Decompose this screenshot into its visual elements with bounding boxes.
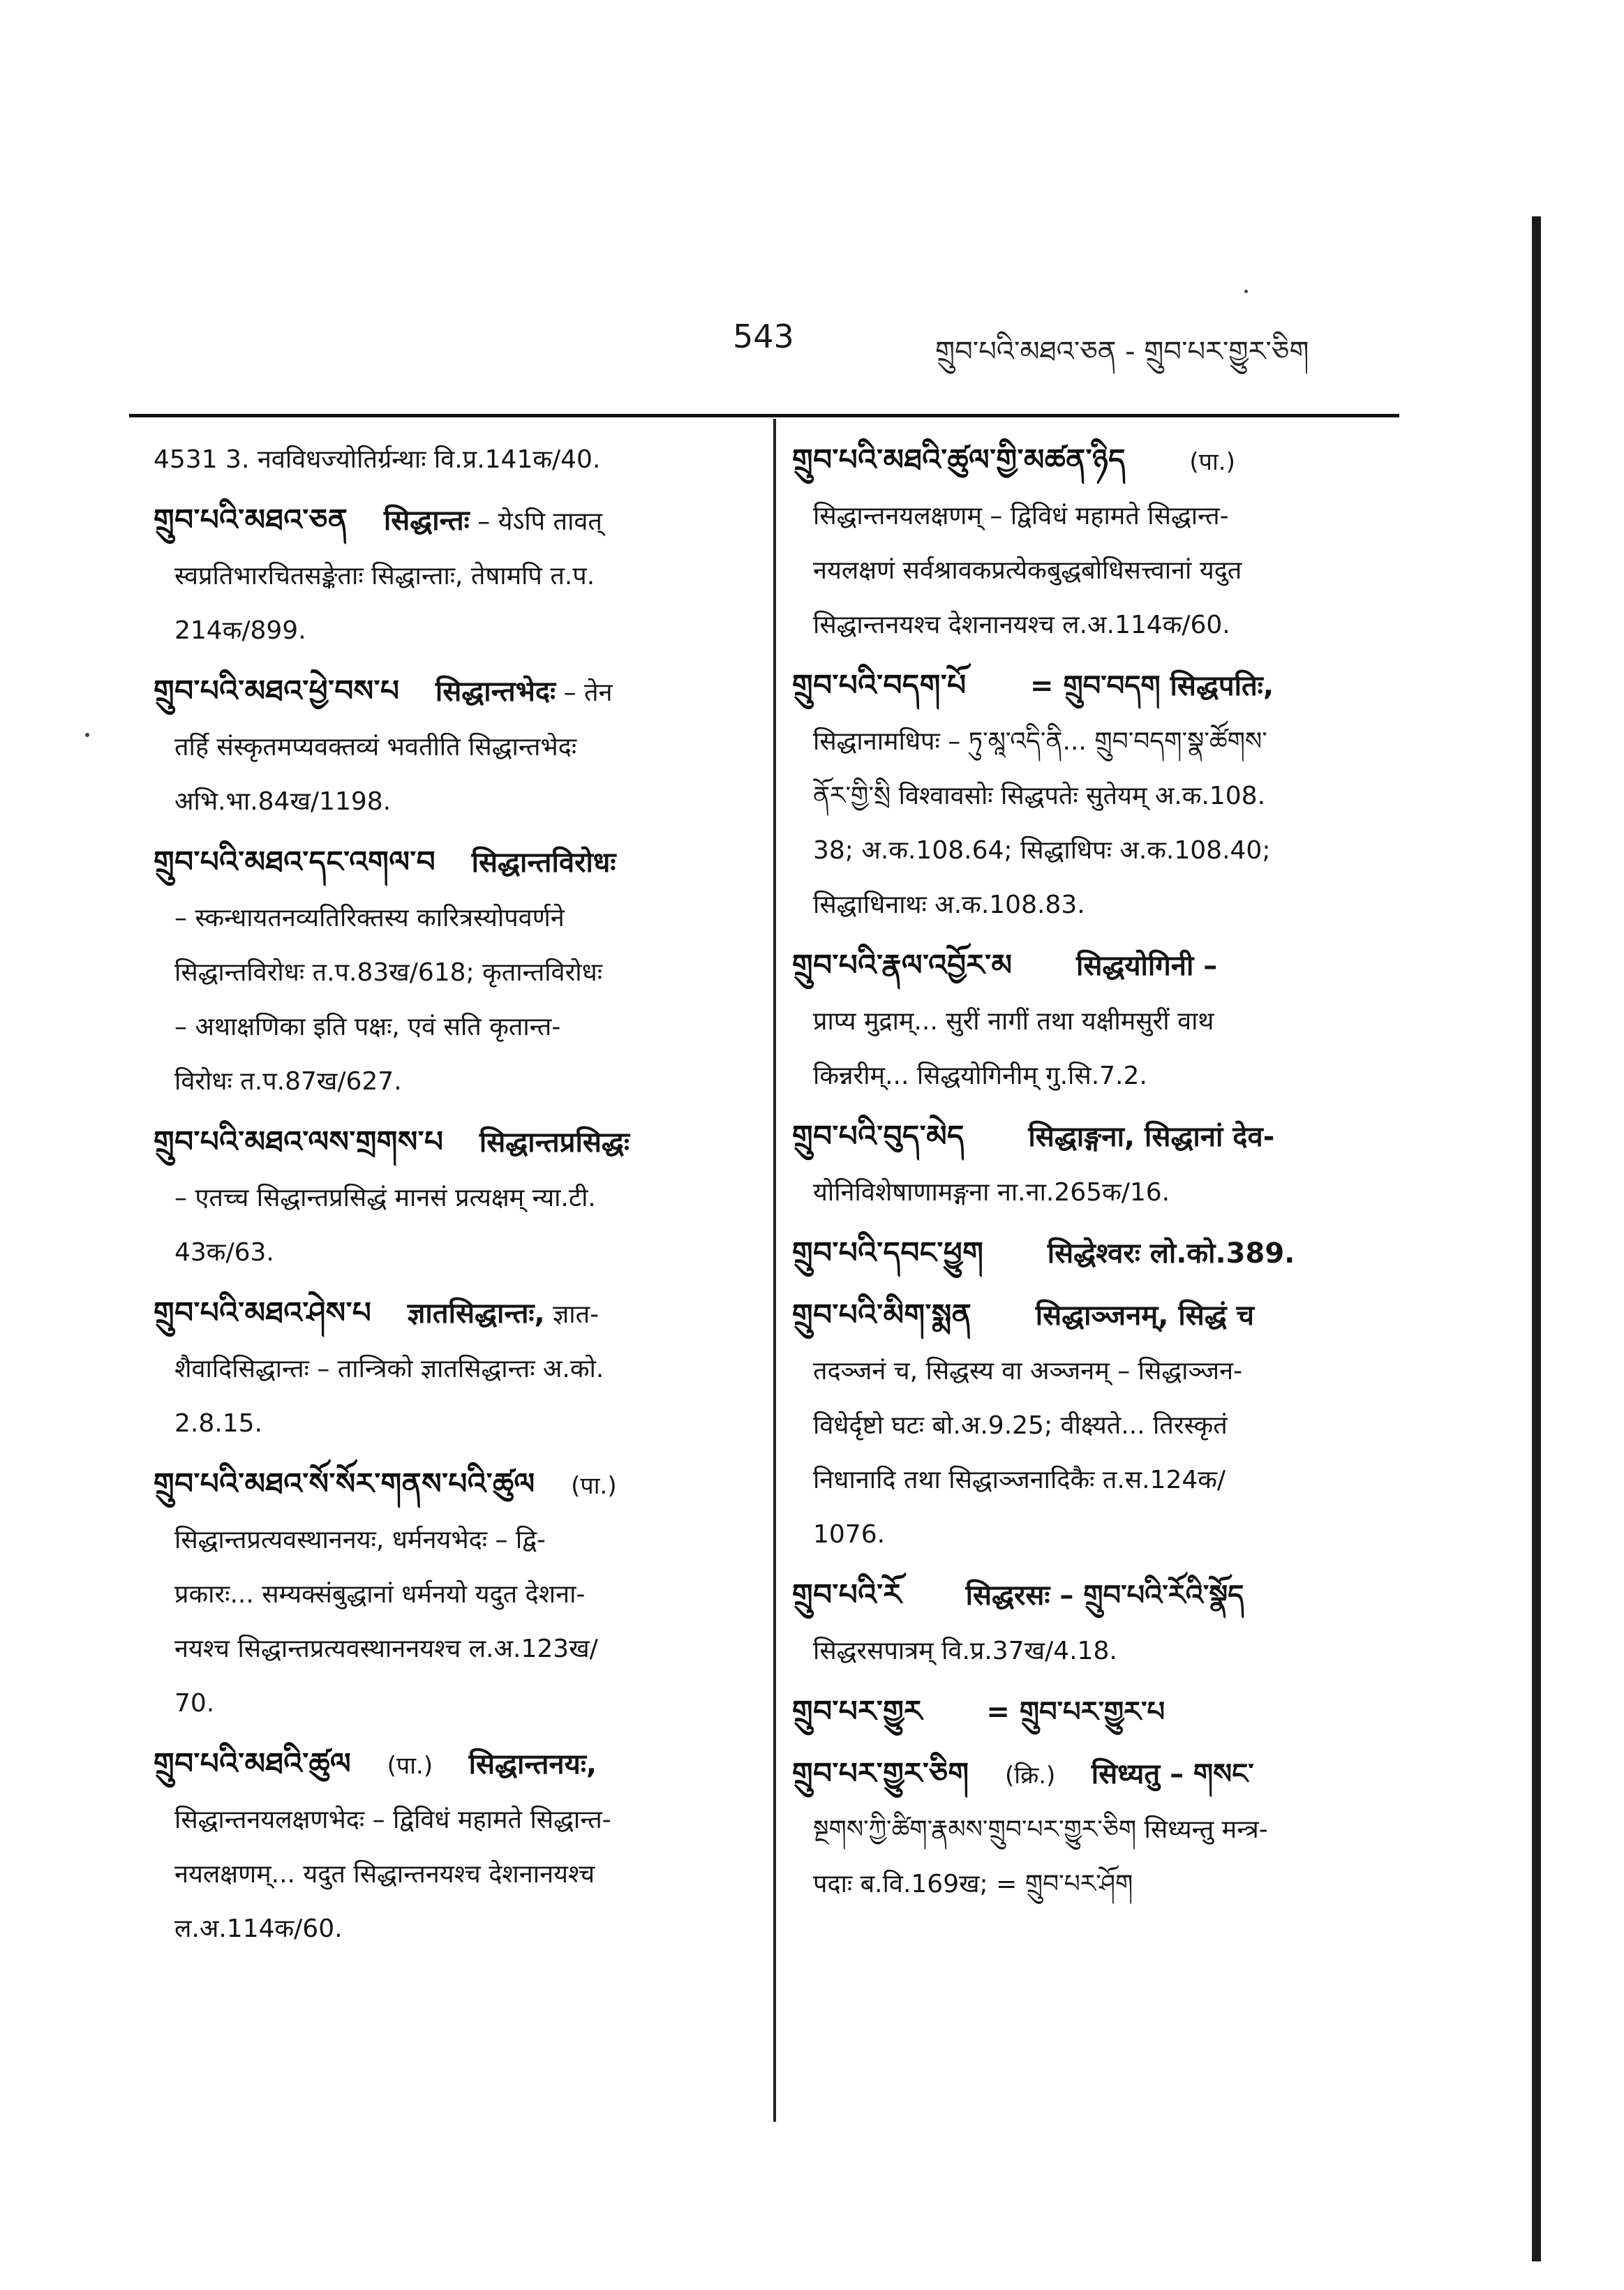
entry-line: विधेर्दृष्टो घटः बो.अ.9.25; वीक्ष्यते... तिरस्कृतं [813,1411,1228,1440]
tibetan-headword: གྲུབ་པའི་མཐའ་ལས་གྲགས་པ [154,1124,444,1159]
grammar-tag: (पा.) [387,1752,433,1780]
tibetan-headword: གྲུབ་པའི་བུད་མེད [792,1119,964,1153]
entry-line: सिद्धान्तनयलक्षणभेदः – द्विविधं महामते सिद्धान्त- [174,1806,611,1834]
entry-line: प्राप्य मुद्राम्... सुरीं नागीं तथा यक्षीमसुरीं वाथ [813,1007,1214,1036]
tibetan-headword: གྲུབ་པའི་མཐའི་ཚུལ [154,1746,352,1780]
sanskrit-gloss: सिद्धान्तभेदः [435,676,556,708]
entry-line: 2.8.15. [174,1409,262,1438]
entry-line: विरोधः त.प.87ख/627. [174,1067,402,1096]
sanskrit-gloss: सिद्धाञ्जनम्, सिद्धं च [1035,1300,1255,1332]
entry-line: प्रकारः... सम्यक्संबुद्धानां धर्मनयो यदुत देशना- [174,1580,586,1609]
dictionary-entry [154,664,740,829]
sanskrit-gloss: सिद्धरसः – གྲུབ་པའི་རོའི་སྣོད [965,1579,1244,1612]
entry-line: सिद्धान्तप्रत्यवस्थाननयः, धर्मनयभेदः – द्वि- [174,1526,546,1554]
entry-line: – स्कन्धायतनव्यतिरिक्तस्य कारित्रस्योपवर्णने [174,904,565,932]
header-rule [129,414,1399,417]
entry-line: 70. [174,1689,215,1718]
entry-line: 4531 3. नवविधज्योतिर्ग्रन्थाः वि.प्र.141क/40. [154,445,601,474]
entry-line: स्वप्रतिभारचितसङ्केताः सिद्धान्ताः, तेषामपि त.प. [174,562,595,590]
column-divider [773,419,776,2122]
entry-line: ल.अ.114क/60. [174,1914,343,1943]
entry-line: सिद्धाधिनाथः अ.क.108.83. [813,891,1085,919]
entry-line: सिद्धान्तनयलक्षणम् – द्विविधं महामते सिद्धान्त- [813,502,1229,530]
tibetan-headword: གྲུབ་པའི་མཐའ་ཕྱེ་བས་པ [154,674,400,708]
grammar-tag: (पा.) [571,1472,617,1500]
dictionary-entry [792,658,1375,932]
tibetan-headword: གྲུབ་པའི་མིག་སྨན [792,1298,972,1332]
tibetan-headword: གྲུབ་པའི་མཐའ་ཤེས་པ [154,1295,372,1330]
entry-line: निधानादि तथा सिद्धाञ्जनादिकैः त.स.124क/ [813,1466,1226,1494]
dictionary-entry [154,1286,740,1451]
entry-line: सिद्धानामधिपः – ཏུ་མཱ་འདི་ནི... གྲུབ་བདག་སྣ་ཚོགས་ [813,727,1267,756]
tibetan-headword: གྲུབ་པའི་མཐའ་དང་འགལ་བ [154,845,436,879]
sanskrit-gloss: = གྲུབ་པར་གྱུར་པ [986,1696,1165,1728]
entry-line: नयलक्षणं सर्वश्रावकप्रत्येकबुद्धबोधिसत्त्वानां यदुत [813,556,1242,585]
dictionary-entry [792,938,1375,1103]
entry-line: किन्नरीम्... सिद्धयोगिनीम् गु.सि.7.2. [813,1062,1147,1090]
tibetan-headword: གྲུབ་པར་གྱུར [792,1694,923,1728]
grammar-tag: (पा.) [1189,448,1235,476]
tibetan-headword: གྲུབ་པའི་མཐའི་ཚུལ་གྱི་མཚན་ཉིད [792,443,1126,477]
dictionary-entry [792,433,1375,653]
dictionary-entry [792,1109,1375,1220]
page-number: 543 [733,318,794,355]
left-column [154,433,740,1962]
running-title: གྲུབ་པའི་མཐའ་ཅན - གྲུབ་པར་གྱུར་ཅིག [935,336,1309,368]
entry-line: – अथाक्षणिका इति पक्षः, एवं सति कृतान्त- [174,1013,561,1041]
tibetan-headword: གྲུབ་པའི་རོ [792,1577,902,1612]
entry-line: सिद्धरसपात्रम् वि.प्र.37ख/4.18. [813,1637,1117,1665]
sanskrit-gloss: सिद्धान्तप्रसिद्धः [479,1127,630,1159]
entry-line: अभि.भा.84ख/1198. [174,787,392,816]
right-column [792,433,1375,1917]
entry-line: ज्ञात- [553,1300,599,1329]
dictionary-entry [154,835,740,1109]
sanskrit-gloss: सिद्धेश्वरः लो.को.389. [1047,1237,1295,1270]
entry-line: सिद्धान्तविरोधः त.प.83ख/618; कृतान्तविरोधः [174,958,603,987]
entry-line: योनिविशेषाणामङ्गना ना.ना.265क/16. [813,1178,1170,1207]
dictionary-entry [154,1115,740,1280]
entry-line: सिद्धान्तनयश्च देशनानयश्च ल.अ.114क/60. [813,611,1230,639]
sanskrit-gloss: सिद्धान्तविरोधः [471,847,616,879]
dictionary-entry [154,433,740,487]
dictionary-entry [792,1288,1375,1562]
sanskrit-gloss: सिद्धान्तनयः, [468,1748,597,1780]
scan-speck [1244,290,1248,293]
entry-line: 214क/899. [174,616,306,645]
sanskrit-gloss: सिद्धान्तः [383,505,470,537]
tibetan-headword: གྲུབ་པའི་མཐའ་ཅན [154,503,348,537]
dictionary-entry [154,493,740,658]
entry-line: 43क/63. [174,1238,274,1267]
entry-line: तदञ्जनं च, सिद्धस्य वा अञ्जनम् – सिद्धाञ्जन- [813,1357,1243,1385]
grammar-tag: (क्रि.) [1005,1762,1056,1790]
dictionary-entry [792,1226,1375,1282]
entry-line: ནོར་གྱི་སྲི विश्वावसोः सिद्धपतेः सुतेयम् अ.क.108. [813,782,1266,810]
dictionary-entry [792,1746,1375,1912]
sanskrit-gloss: = གྲུབ་བདག सिद्धपतिः, [1030,670,1274,702]
tibetan-headword: གྲུབ་པའི་དབང་ཕྱུག [792,1235,984,1270]
entry-line: तर्हि संस्कृतमप्यवक्तव्यं भवतीति सिद्धान्तभेदः [174,733,577,761]
dictionary-entry [792,1684,1375,1741]
entry-line: नयलक्षणम्... यदुत सिद्धान्तनयश्च देशनानयश्च [174,1860,595,1889]
sanskrit-gloss: सिध्यतु – གསང་ [1091,1758,1254,1790]
sanskrit-gloss: ज्ञातसिद्धान्तः, [407,1298,545,1330]
tibetan-headword: གྲུབ་པའི་རྣལ་འབྱོར་མ [792,948,1013,982]
entry-line: – तेन [563,678,613,707]
scan-speck [85,733,89,737]
entry-line: 1076. [813,1520,886,1549]
page-edge-bar [1532,216,1541,2261]
entry-line: पदाः ब.वि.169ख; = གྲུབ་པར་ཤོག [813,1870,1133,1898]
entry-line: नयश्च सिद्धान्तप्रत्यवस्थाननयश्च ल.अ.123ख/ [174,1635,598,1663]
dictionary-entry [154,1457,740,1731]
sanskrit-gloss: सिद्धाङ्गना, सिद्धानां देव- [1028,1121,1275,1153]
entry-line: 38; अ.क.108.64; सिद्धाधिपः अ.क.108.40; [813,836,1271,865]
entry-line: – एतच्च सिद्धान्तप्रसिद्धं मानसं प्रत्यक्षम् न्या.टी. [174,1184,596,1212]
sanskrit-gloss: सिद्धयोगिनी – [1075,950,1218,982]
tibetan-headword: གྲུབ་པའི་མཐའ་སོ་སོར་གནས་པའི་ཚུལ [154,1466,535,1501]
dictionary-entry [792,1568,1375,1679]
tibetan-headword: གྲུབ་པར་གྱུར་ཅིག [792,1756,969,1790]
entry-line: शैवादिसिद्धान्तः – तान्त्रिको ज्ञातसिद्धान्तः अ.को. [174,1355,604,1383]
entry-line: – येऽपि तावत् [477,507,602,536]
dictionary-entry [154,1737,740,1956]
tibetan-headword: གྲུབ་པའི་བདག་པོ [792,668,967,702]
entry-line: སྔགས་ཀྱི་ཚིག་རྣམས་གྲུབ་པར་གྱུར་ཅིག सिध्यन्तु मन्त्र- [813,1815,1268,1844]
